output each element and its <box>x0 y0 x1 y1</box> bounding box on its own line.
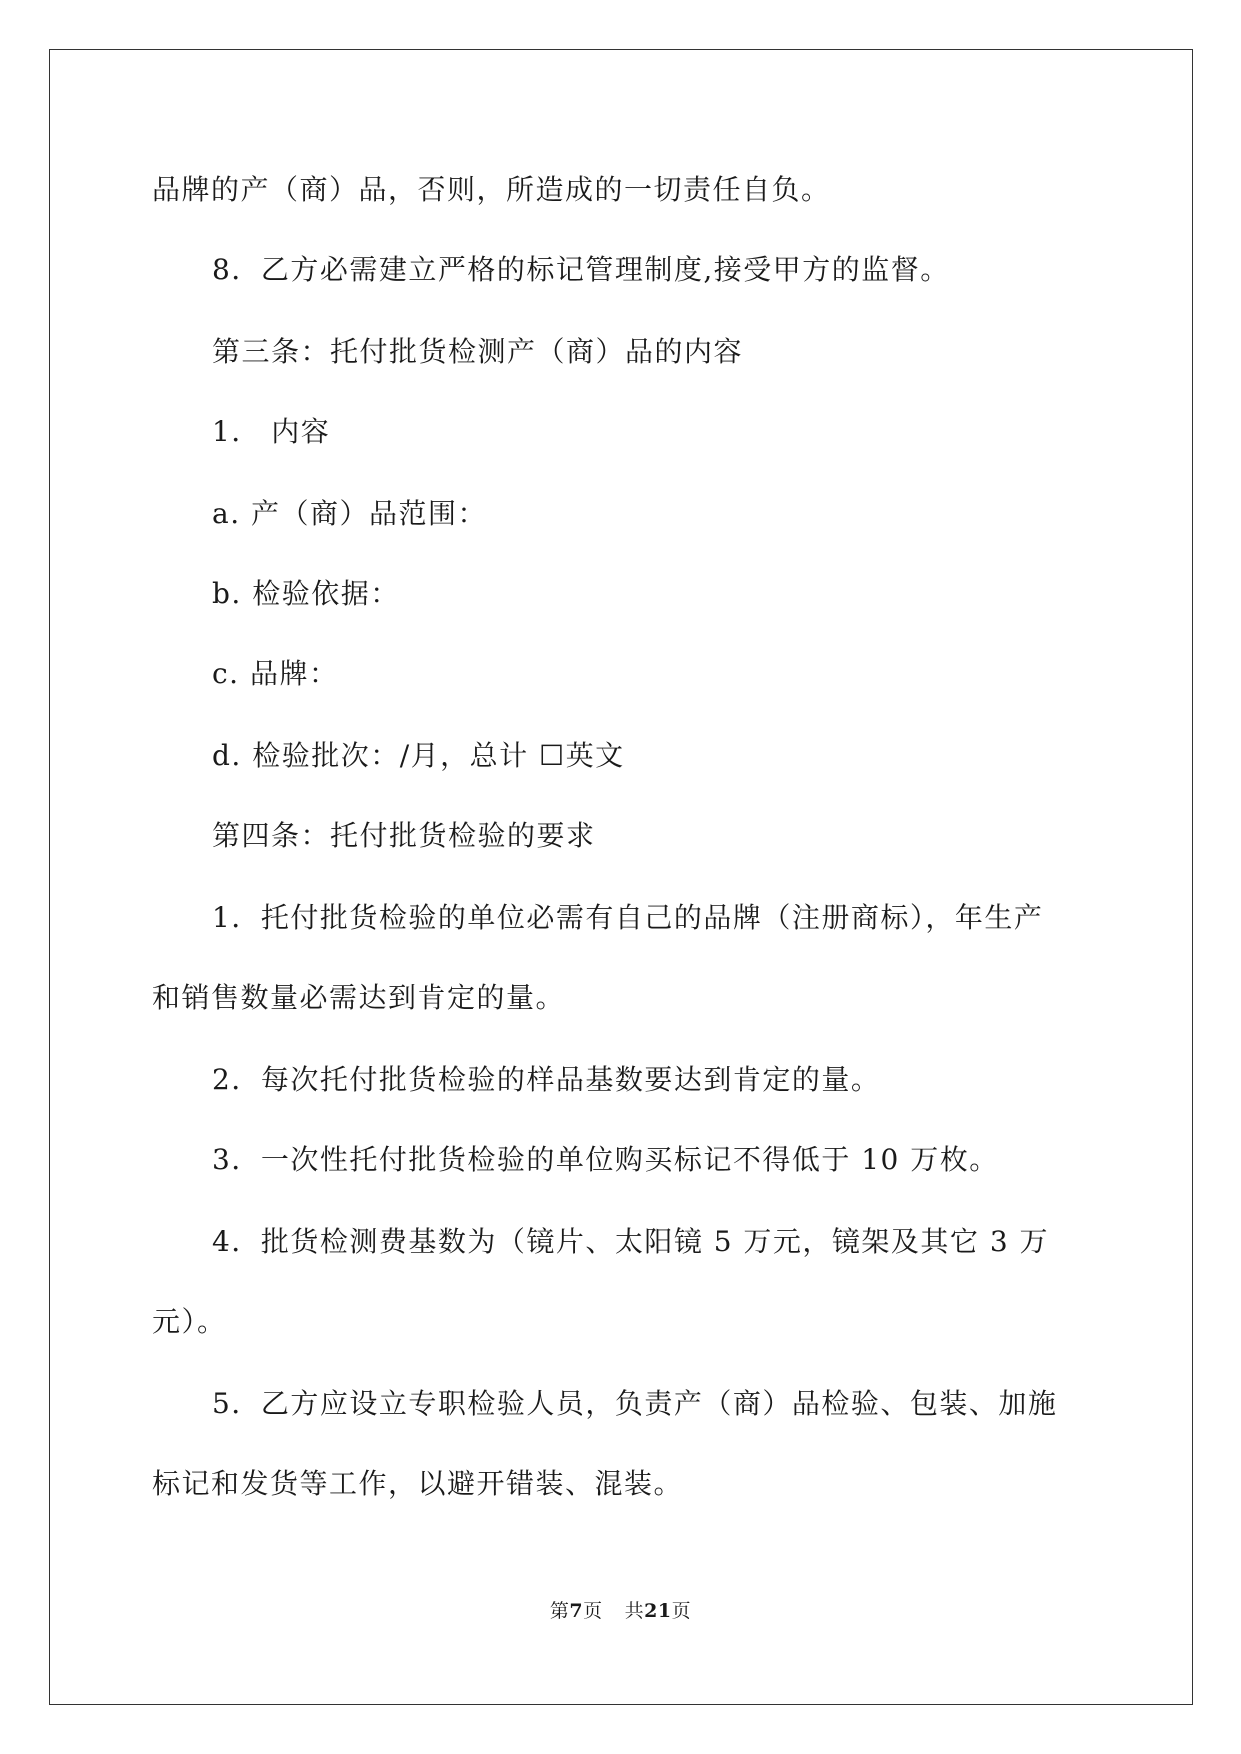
text-line-1: 品牌的产（商）品，否则，所造成的一切责任自负。 <box>152 173 831 206</box>
text-line-4: 1． 内容 <box>212 415 331 448</box>
footer-total-suffix: 页 <box>671 1600 692 1622</box>
text-line-5: a. 产（商）品范围： <box>212 497 487 530</box>
text-line-10: 1．托付批货检验的单位必需有自己的品牌（注册商标），年生产 <box>212 901 1044 934</box>
footer-total-prefix: 共 <box>624 1600 645 1622</box>
footer-page-suffix: 页 <box>583 1600 603 1622</box>
text-line-14: 4．批货检测费基数为（镜片、太阳镜 5 万元，镜架及其它 3 万 <box>212 1225 1050 1258</box>
text-line-11: 和销售数量必需达到肯定的量。 <box>152 981 566 1014</box>
page-footer <box>0 1598 1241 1624</box>
text-line-12: 2．每次托付批货检验的样品基数要达到肯定的量。 <box>212 1063 881 1096</box>
section-heading-4: 第四条：托付批货检验的要求 <box>212 819 596 852</box>
text-line-15: 元）。 <box>152 1305 227 1338</box>
section-heading-3: 第三条：托付批货检测产（商）品的内容 <box>212 335 744 368</box>
footer-page-number: 7 <box>569 1600 584 1622</box>
text-line-7: c. 品牌： <box>212 657 339 690</box>
text-line-8: d. 检验批次：/月，总计 ☐英文 <box>212 739 625 772</box>
text-line-17: 标记和发货等工作，以避开错装、混装。 <box>152 1467 684 1500</box>
text-line-6: b. 检验依据： <box>212 577 400 610</box>
page-border <box>49 49 1193 1705</box>
footer-total-pages: 21 <box>644 1600 672 1622</box>
text-line-16: 5．乙方应设立专职检验人员，负责产（商）品检验、包装、加施 <box>212 1387 1058 1420</box>
text-line-2: 8．乙方必需建立严格的标记管理制度,接受甲方的监督。 <box>212 253 950 286</box>
footer-page-prefix: 第 <box>549 1600 570 1622</box>
text-line-13: 3．一次性托付批货检验的单位购买标记不得低于 10 万枚。 <box>212 1143 999 1176</box>
